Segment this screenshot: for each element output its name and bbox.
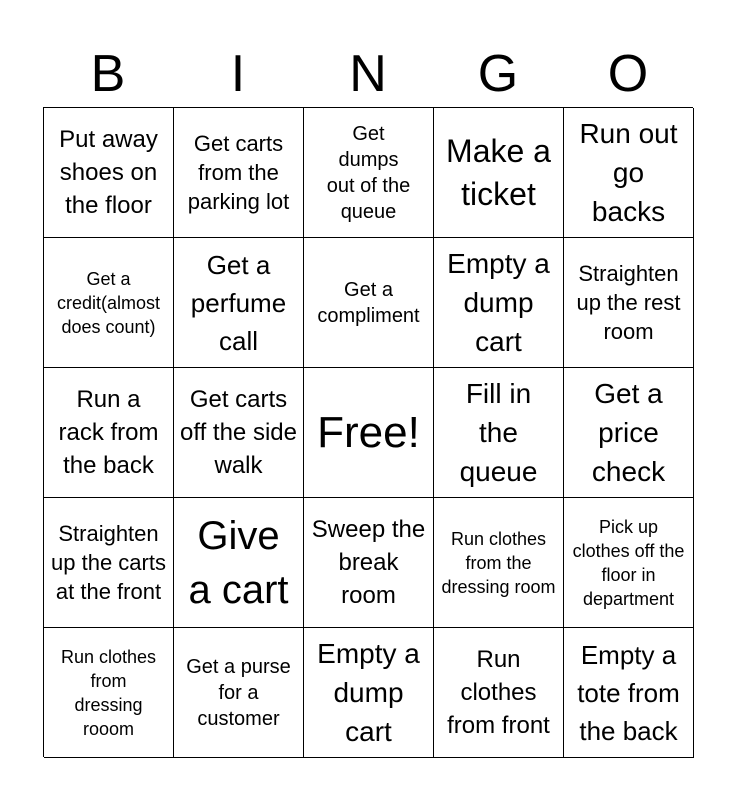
cell-label: Run clothes from dressing rooom [60,646,157,739]
cell-label: Straighten up the rest room [576,261,681,344]
cell-label: Make a ticket [446,132,551,212]
bingo-cell[interactable] [44,108,174,238]
bingo-cell[interactable] [434,108,564,238]
header-letter-g: G [477,45,519,103]
cell-label: Get a perfume call [190,249,287,356]
cell-label: Run a rack from the back [58,386,159,479]
cell-label: Get a credit(almost does count) [56,268,161,337]
cell-label: Run out go backs [579,118,678,227]
cell-label: Get a price check [591,378,666,487]
header-letter-o: O [607,45,649,103]
bingo-cell[interactable] [564,628,694,758]
bingo-cell[interactable] [44,628,174,758]
bingo-cell[interactable] [304,628,434,758]
cell-label: Put away shoes on the floor [59,126,158,219]
bingo-header [43,40,693,108]
cell-label: Get carts from the parking lot [187,131,290,214]
cell-label: Straighten up the carts at the front [51,521,166,604]
bingo-cell[interactable] [44,498,174,628]
bingo-board [43,107,693,757]
cell-label: Fill in the queue [459,378,538,487]
bingo-cell[interactable] [564,108,694,238]
free-space-label: Free! [317,407,420,457]
cell-label: Empty a dump cart [317,638,420,747]
bingo-cell[interactable] [44,368,174,498]
bingo-cell[interactable] [434,628,564,758]
cell-label: Pick up clothes off the floor in department [572,516,685,609]
bingo-cell[interactable] [174,238,304,368]
header-letter-b: B [90,45,126,103]
bingo-cell[interactable] [564,238,694,368]
header-letter-i: I [230,45,246,103]
bingo-cell[interactable] [174,108,304,238]
header-letter-n: N [349,45,387,103]
bingo-cell[interactable] [434,238,564,368]
cell-label: Get a compliment [317,278,420,327]
bingo-cell[interactable] [434,368,564,498]
bingo-cell[interactable] [434,498,564,628]
bingo-cell[interactable] [304,498,434,628]
cell-label: Empty a dump cart [447,248,550,357]
bingo-cell-free[interactable] [304,368,434,498]
bingo-cell[interactable] [44,238,174,368]
bingo-cell[interactable] [174,368,304,498]
cell-label: Get carts off the side walk [180,386,297,479]
cell-label: Run clothes from front [447,646,550,739]
cell-label: Get dumps out of the queue [326,122,411,223]
cell-label: Give a cart [188,513,289,612]
bingo-cell[interactable] [304,108,434,238]
bingo-cell[interactable] [564,368,694,498]
cell-label: Sweep the break room [311,516,426,609]
cell-label: Get a purse for a customer [186,655,291,730]
bingo-cell[interactable] [564,498,694,628]
bingo-cell[interactable] [174,628,304,758]
bingo-cell[interactable] [304,238,434,368]
cell-label: Run clothes from the dressing room [441,528,556,597]
cell-label: Empty a tote from the back [577,639,680,746]
bingo-cell[interactable] [174,498,304,628]
